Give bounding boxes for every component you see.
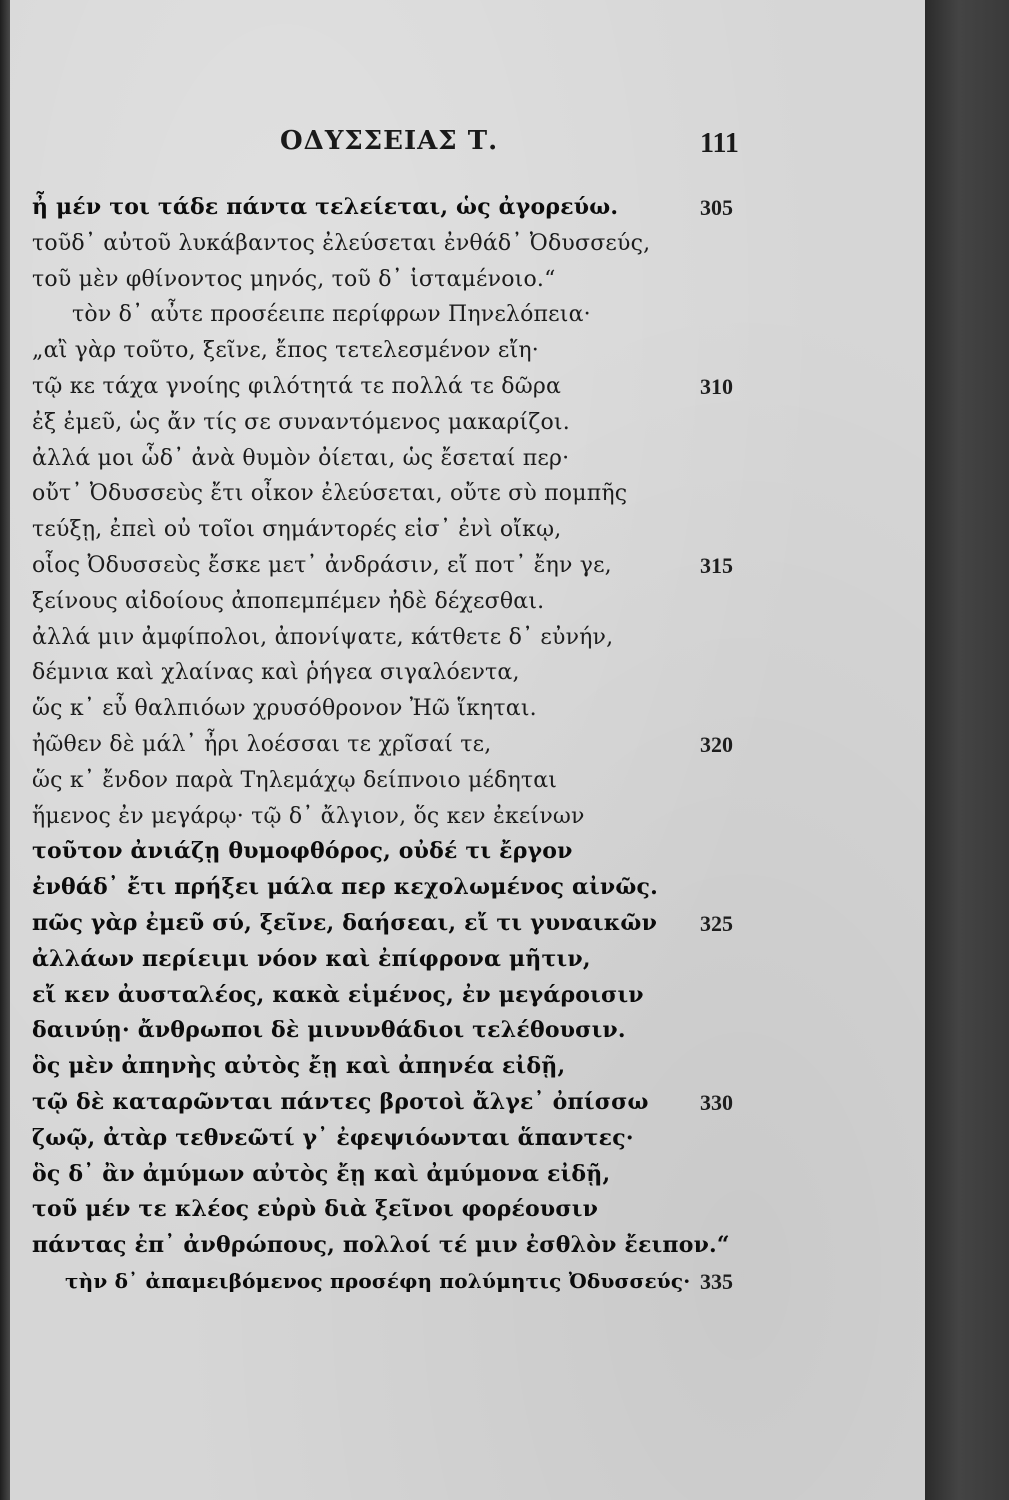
verse-text: τὸν δ᾽ αὖτε προσέειπε περίφρων Πηνελόπεια· — [72, 302, 591, 328]
verse-text: ἦ μέν τοι τάδε πάντα τελείεται, ὡς ἀγορεύω. — [32, 194, 619, 220]
verse-text: ὥς κ᾽ εὖ θαλπιόων χρυσόθρονον Ἠῶ ἵκηται. — [32, 696, 537, 722]
verse-text: ἐξ ἐμεῦ, ὡς ἄν τίς σε συναντόμενος μακαρίζοι. — [32, 409, 570, 435]
verse-text: τεύξῃ, ἐπεὶ οὐ τοῖοι σημάντορές εἰσ᾽ ἐνὶ οἴκῳ, — [32, 517, 562, 543]
verse-line — [10, 691, 925, 727]
verse-text: ἀλλά μιν ἀμφίπολοι, ἀπονίψατε, κάτθετε δ᾽ εὐνήν, — [32, 624, 614, 650]
verse-line — [10, 1228, 925, 1264]
verse-text: ἥμενος ἐν μεγάρῳ· τῷ δ᾽ ἄλγιον, ὅς κεν ἐκείνων — [32, 803, 585, 829]
verse-line — [10, 476, 925, 512]
line-number: 315 — [700, 552, 733, 578]
verse-line — [10, 1264, 925, 1300]
verse-text: „αἲ γὰρ τοῦτο, ξεῖνε, ἔπος τετελεσμένον εἴη· — [32, 338, 539, 364]
verse-text: τῷ κε τάχα γνοίης φιλότητά τε πολλά τε δῶρα — [32, 373, 562, 399]
verse-text: ζωῷ, ἀτὰρ τεθνεῶτί γ᾽ ἐφεψιόωνται ἅπαντες· — [32, 1124, 634, 1151]
verse-line — [10, 834, 925, 870]
line-number: 320 — [700, 731, 733, 757]
verse-line — [10, 870, 925, 906]
verse-text: ξείνους αἰδοίους ἀποπεμπέμεν ἠδὲ δέχεσθαι. — [32, 588, 545, 614]
scan-edge-right — [925, 0, 1009, 1500]
verse-line — [10, 226, 925, 262]
verse-line — [10, 441, 925, 477]
verse-line — [10, 548, 925, 584]
verse-line — [10, 333, 925, 369]
verse-line — [10, 1085, 925, 1121]
verse-line — [10, 1157, 925, 1193]
verse-text: οἷος Ὀδυσσεὺς ἔσκε μετ᾽ ἀνδράσιν, εἴ ποτ᾽ ἔην γε, — [32, 552, 612, 578]
line-number: 330 — [700, 1089, 733, 1115]
verse-line — [10, 584, 925, 620]
line-number: 335 — [700, 1268, 733, 1294]
verse-line — [10, 1013, 925, 1049]
verse-line — [10, 1121, 925, 1157]
verse-line — [10, 906, 925, 942]
verse-line — [10, 727, 925, 763]
verse-line — [10, 512, 925, 548]
verse-line — [10, 1192, 925, 1228]
verse-line — [10, 655, 925, 691]
verse-line — [10, 297, 925, 333]
verse-line — [10, 1049, 925, 1085]
verse-text: ἐνθάδ᾽ ἔτι πρήξει μάλα περ κεχολωμένος αἰνῶς. — [32, 874, 658, 901]
verse-text: ἀλλάων περίειμι νόον καὶ ἐπίφρονα μῆτιν, — [32, 945, 591, 972]
verse-text: εἴ κεν ἀυσταλέος, κακὰ εἱμένος, ἐν μεγάροισιν — [32, 981, 644, 1008]
verse-text: τῷ δὲ καταρῶνται πάντες βροτοὶ ἄλγε᾽ ὀπίσσω — [32, 1088, 649, 1115]
verse-line — [10, 763, 925, 799]
verse-text: τὴν δ᾽ ἀπαμειβόμενος προσέφη πολύμητις Ὀδυσσεύς· — [65, 1268, 691, 1293]
verse-text: δέμνια καὶ χλαίνας καὶ ῥήγεα σιγαλόεντα, — [32, 660, 520, 686]
verse-list — [10, 190, 925, 1300]
verse-line — [10, 369, 925, 405]
verse-text: πῶς γὰρ ἐμεῦ σύ, ξεῖνε, δαήσεαι, εἴ τι γυναικῶν — [32, 909, 658, 936]
verse-text: ὃς δ᾽ ἂν ἀμύμων αὐτὸς ἔῃ καὶ ἀμύμονα εἰδῇ, — [32, 1160, 611, 1187]
verse-text: ὃς μὲν ἀπηνὴς αὐτὸς ἔῃ καὶ ἀπηνέα εἰδῇ, — [32, 1053, 566, 1080]
verse-text: ἀλλά μοι ὧδ᾽ ἀνὰ θυμὸν ὀίεται, ὡς ἔσεταί περ· — [32, 445, 570, 471]
verse-text: τοῦ μὲν φθίνοντος μηνός, τοῦ δ᾽ ἱσταμένοιο.“ — [32, 266, 556, 292]
verse-line — [10, 799, 925, 835]
verse-text: ἠῶθεν δὲ μάλ᾽ ἦρι λοέσσαι τε χρῖσαί τε, — [32, 731, 492, 757]
running-head: ΟΔΥΣΣΕΙΑΣ Τ. — [280, 126, 499, 156]
line-number: 310 — [700, 373, 733, 399]
book-page — [10, 0, 925, 1500]
verse-text: οὔτ᾽ Ὀδυσσεὺς ἔτι οἶκον ἐλεύσεται, οὔτε σὺ πομπῆς — [32, 481, 628, 507]
verse-line — [10, 190, 925, 226]
verse-line — [10, 405, 925, 441]
verse-line — [10, 620, 925, 656]
verse-text: ὥς κ᾽ ἔνδον παρὰ Τηλεμάχῳ δείπνοιο μέδηται — [32, 767, 558, 793]
page-number: 111 — [700, 128, 739, 159]
line-number: 305 — [700, 195, 733, 220]
verse-text: τοῦδ᾽ αὐτοῦ λυκάβαντος ἐλεύσεται ἐνθάδ᾽ Ὀδυσσεύς, — [32, 230, 651, 256]
verse-text: πάντας ἐπ᾽ ἀνθρώπους, πολλοί τέ μιν ἐσθλὸν ἔειπον.“ — [32, 1232, 730, 1259]
verse-text: τοῦτον ἀνιάζῃ θυμοφθόρος, οὐδέ τι ἔργον — [32, 838, 573, 865]
verse-text: τοῦ μέν τε κλέος εὐρὺ διὰ ξεῖνοι φορέουσιν — [32, 1196, 599, 1223]
line-number: 325 — [700, 910, 733, 936]
verse-line — [10, 262, 925, 298]
scan-edge-left — [0, 0, 10, 1500]
verse-text: δαινύῃ· ἄνθρωποι δὲ μινυνθάδιοι τελέθουσιν. — [32, 1017, 626, 1044]
verse-line — [10, 942, 925, 978]
verse-line — [10, 978, 925, 1014]
